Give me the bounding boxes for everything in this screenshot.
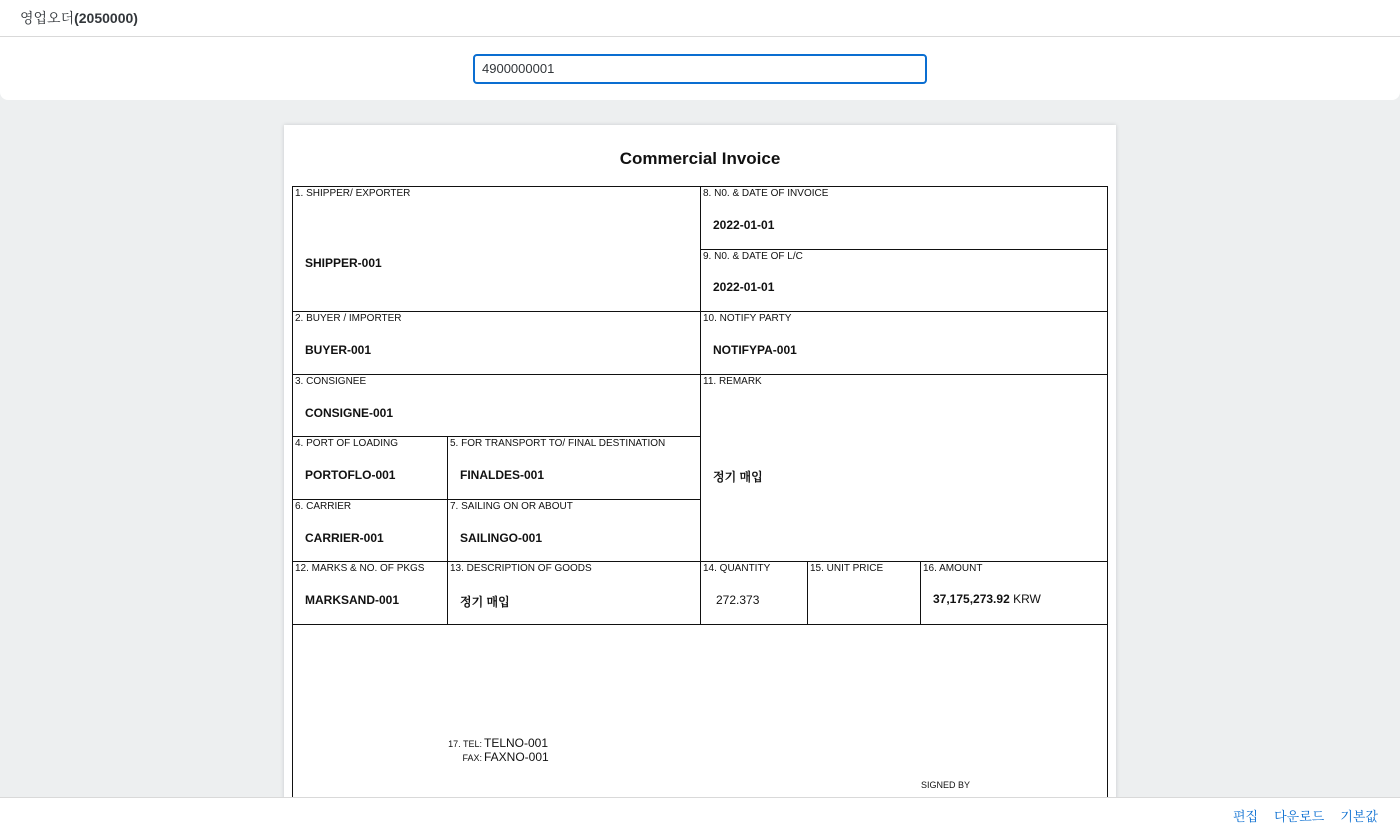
invoice-no-date-value: 2022-01-01 — [713, 218, 775, 232]
carrier-label: 6. CARRIER — [295, 501, 352, 512]
invoice-title: Commercial Invoice — [619, 149, 781, 168]
sailing-cell — [448, 500, 701, 562]
signed-by-label: SIGNED BY — [921, 780, 971, 790]
quantity-label: 14. QUANTITY — [703, 563, 771, 574]
remark-value: 정기 매입 — [713, 470, 763, 484]
contact-block — [408, 736, 549, 764]
port-of-loading-cell — [293, 437, 448, 500]
fax-label: FAX: — [462, 753, 482, 763]
port-of-loading-label: 4. PORT OF LOADING — [295, 438, 398, 449]
invoice-no-date-cell — [701, 187, 1107, 250]
tel-label: 17. TEL: — [448, 739, 482, 749]
fax-row — [408, 750, 549, 764]
carrier-value: CARRIER-001 — [305, 531, 384, 545]
app-header — [0, 0, 1400, 37]
remark-cell — [701, 375, 1107, 562]
description-label: 13. DESCRIPTION OF GOODS — [450, 563, 592, 574]
page-title — [20, 8, 138, 28]
unit-price-cell — [808, 562, 921, 625]
consignee-cell — [293, 375, 701, 437]
footer-toolbar — [0, 797, 1400, 833]
marks-cell — [293, 562, 448, 625]
notify-party-cell — [701, 312, 1107, 375]
amount-value: 37,175,273.92 — [933, 592, 1010, 606]
buyer-value: BUYER-001 — [305, 343, 372, 357]
lc-no-date-cell — [701, 250, 1107, 312]
consignee-value: CONSIGNE-001 — [305, 406, 394, 420]
edit-button[interactable]: 편집 — [1225, 806, 1266, 825]
buyer-label: 2. BUYER / IMPORTER — [295, 313, 402, 324]
final-destination-label: 5. FOR TRANSPORT TO/ FINAL DESTINATION — [450, 438, 666, 449]
description-value: 정기 매입 — [460, 595, 510, 609]
shipper-value: SHIPPER-001 — [305, 256, 382, 270]
invoice-no-date-label: 8. N0. & DATE OF INVOICE — [703, 188, 829, 199]
amount-cell — [921, 562, 1107, 625]
document-number-input[interactable] — [473, 54, 927, 84]
invoice-form-grid — [292, 186, 1108, 797]
lc-no-date-value: 2022-01-01 — [713, 280, 775, 294]
notify-party-value: NOTIFYPA-001 — [713, 343, 797, 357]
amount-value-group — [933, 592, 1041, 606]
marks-value: MARKSAND-001 — [305, 593, 400, 607]
final-destination-value: FINALDES-001 — [460, 468, 545, 482]
carrier-cell — [293, 500, 448, 562]
tel-row — [408, 736, 549, 750]
fax-value: FAXNO-001 — [484, 750, 549, 764]
sailing-value: SAILINGO-001 — [460, 531, 543, 545]
shipper-cell — [293, 187, 701, 312]
remark-label: 11. REMARK — [703, 376, 762, 387]
default-button[interactable]: 기본값 — [1332, 806, 1386, 825]
page-title-prefix: 영업오더 — [20, 10, 75, 26]
download-button[interactable]: 다운로드 — [1266, 806, 1332, 825]
tel-value: TELNO-001 — [484, 736, 549, 750]
consignee-label: 3. CONSIGNEE — [295, 376, 367, 387]
amount-currency: KRW — [1013, 592, 1041, 606]
quantity-value: 272.373 — [716, 593, 760, 607]
invoice-page — [284, 125, 1116, 797]
amount-label: 16. AMOUNT — [923, 563, 983, 574]
document-viewer[interactable] — [0, 100, 1400, 797]
page-title-id: (2050000) — [74, 10, 138, 26]
quantity-cell — [701, 562, 808, 625]
sailing-label: 7. SAILING ON OR ABOUT — [450, 501, 573, 512]
buyer-cell — [293, 312, 701, 375]
lc-no-date-label: 9. N0. & DATE OF L/C — [703, 251, 803, 262]
shipper-label: 1. SHIPPER/ EXPORTER — [295, 188, 411, 199]
description-cell — [448, 562, 701, 625]
unit-price-label: 15. UNIT PRICE — [810, 563, 884, 574]
search-bar — [0, 37, 1400, 100]
final-destination-cell — [448, 437, 701, 500]
marks-label: 12. MARKS & NO. OF PKGS — [295, 563, 425, 574]
notify-party-label: 10. NOTIFY PARTY — [703, 313, 792, 324]
port-of-loading-value: PORTOFLO-001 — [305, 468, 396, 482]
